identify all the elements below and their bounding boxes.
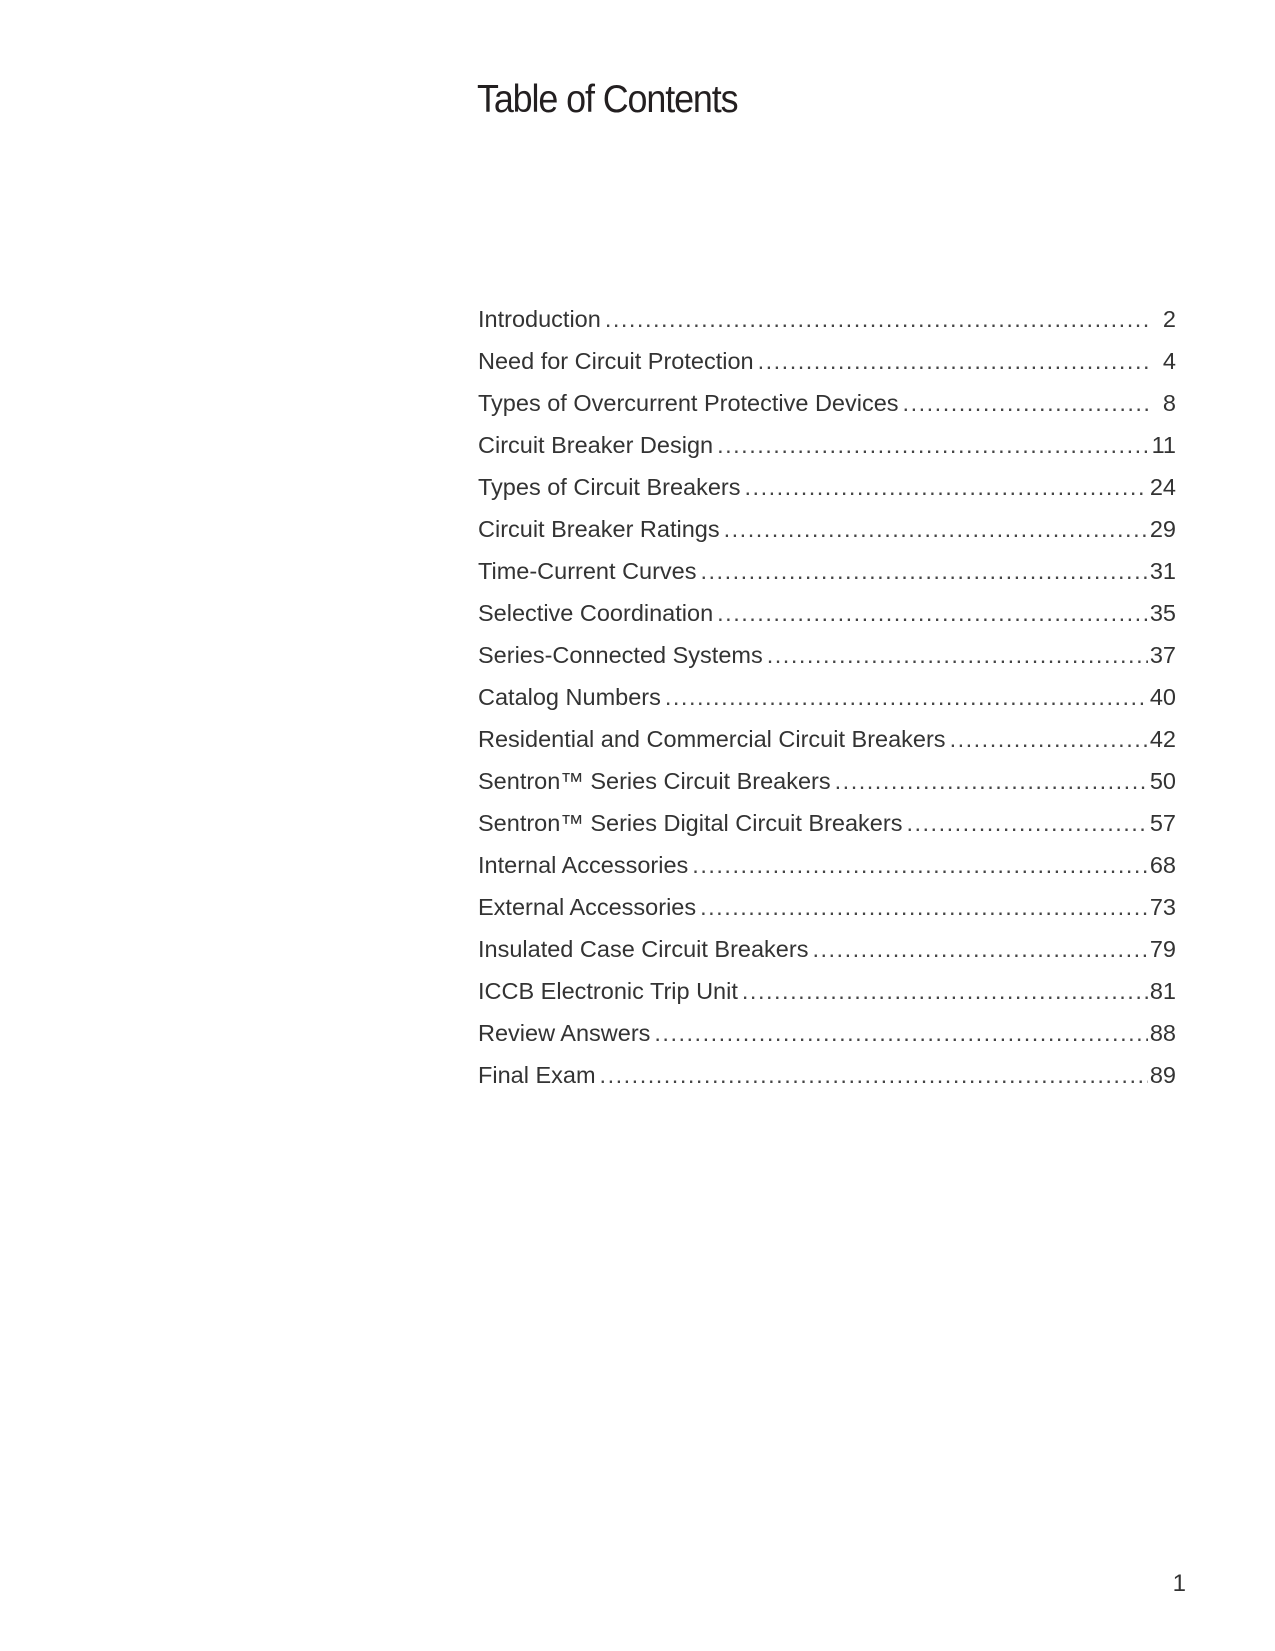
toc-entry-page: 11 — [1151, 432, 1176, 458]
toc-entry-label: ICCB Electronic Trip Unit — [478, 978, 738, 1004]
toc-entry[interactable] — [478, 306, 1176, 348]
toc-entry-label: Series-Connected Systems — [478, 642, 763, 668]
toc-entry[interactable] — [478, 768, 1176, 810]
toc-entry-page: 40 — [1149, 684, 1176, 710]
toc-entry-page: 37 — [1149, 642, 1176, 668]
page-number: 1 — [1172, 1570, 1186, 1597]
toc-entry-page: 73 — [1149, 894, 1176, 920]
toc-entry[interactable] — [478, 600, 1176, 642]
toc-entry[interactable] — [478, 852, 1176, 894]
toc-entry-page: 88 — [1149, 1020, 1176, 1046]
toc-entry-page: 4 — [1162, 348, 1176, 374]
toc-entry-label: Types of Circuit Breakers — [478, 474, 741, 500]
toc-entry-label: Types of Overcurrent Protective Devices — [478, 390, 899, 416]
dot-leader — [700, 894, 1148, 921]
toc-entry[interactable] — [478, 726, 1176, 768]
dot-leader — [812, 936, 1147, 963]
toc-entry[interactable] — [478, 432, 1176, 474]
toc-entry-page: 24 — [1149, 474, 1176, 500]
toc-entry[interactable] — [478, 516, 1176, 558]
toc-entry-page: 42 — [1149, 726, 1176, 752]
toc-entry-label: Final Exam — [478, 1062, 596, 1088]
toc-entry-page: 8 — [1162, 390, 1176, 416]
toc-entry-label: Sentron™ Series Digital Circuit Breakers — [478, 810, 903, 836]
toc-entry[interactable] — [478, 474, 1176, 516]
toc-entry-page: 68 — [1149, 852, 1176, 878]
dot-leader — [717, 432, 1148, 459]
toc-entry[interactable] — [478, 390, 1176, 432]
dot-leader — [767, 642, 1148, 669]
toc-entry-label: Selective Coordination — [478, 600, 714, 626]
toc-entry-label: Circuit Breaker Design — [478, 432, 714, 458]
dot-leader — [724, 516, 1148, 543]
toc-entry[interactable] — [478, 978, 1176, 1020]
toc-entry-label: Insulated Case Circuit Breakers — [478, 936, 809, 962]
toc-entry[interactable] — [478, 894, 1176, 936]
toc-entry[interactable] — [478, 684, 1176, 726]
toc-entry-page: 79 — [1149, 936, 1176, 962]
toc-entry[interactable] — [478, 348, 1176, 390]
dot-leader — [906, 810, 1147, 837]
toc-entry-page: 2 — [1162, 306, 1176, 332]
toc-entry[interactable] — [478, 558, 1176, 600]
toc-entry-page: 31 — [1149, 558, 1176, 584]
table-of-contents — [478, 306, 1176, 1104]
dot-leader — [665, 684, 1148, 711]
toc-entry-label: Review Answers — [478, 1020, 651, 1046]
toc-entry-page: 81 — [1149, 978, 1176, 1004]
dot-leader — [600, 1062, 1148, 1089]
dot-leader — [692, 852, 1148, 879]
dot-leader — [835, 768, 1148, 795]
dot-leader — [742, 978, 1148, 1005]
toc-entry-label: Sentron™ Series Circuit Breakers — [478, 768, 831, 794]
toc-entry-label: Circuit Breaker Ratings — [478, 516, 720, 542]
dot-leader — [701, 558, 1148, 585]
page-title: Table of Contents — [477, 78, 738, 121]
toc-entry-label: Residential and Commercial Circuit Breakers — [478, 726, 946, 752]
dot-leader — [758, 348, 1148, 375]
toc-entry-label: Catalog Numbers — [478, 684, 661, 710]
dot-leader — [605, 306, 1148, 333]
dot-leader — [903, 390, 1148, 417]
toc-entry[interactable] — [478, 1020, 1176, 1062]
toc-entry-label: Time-Current Curves — [478, 558, 697, 584]
toc-entry-label: External Accessories — [478, 894, 697, 920]
toc-entry-page: 35 — [1149, 600, 1176, 626]
dot-leader — [745, 474, 1148, 501]
toc-entry-label: Introduction — [478, 306, 601, 332]
toc-entry[interactable] — [478, 642, 1176, 684]
toc-entry-page: 50 — [1149, 768, 1176, 794]
toc-entry-page: 57 — [1149, 810, 1176, 836]
toc-entry-page: 89 — [1149, 1062, 1176, 1088]
toc-entry-label: Internal Accessories — [478, 852, 689, 878]
dot-leader — [950, 726, 1148, 753]
dot-leader — [717, 600, 1148, 627]
toc-entry-label: Need for Circuit Protection — [478, 348, 754, 374]
toc-entry[interactable] — [478, 1062, 1176, 1104]
toc-entry[interactable] — [478, 810, 1176, 852]
toc-entry[interactable] — [478, 936, 1176, 978]
dot-leader — [654, 1020, 1147, 1047]
toc-entry-page: 29 — [1149, 516, 1176, 542]
